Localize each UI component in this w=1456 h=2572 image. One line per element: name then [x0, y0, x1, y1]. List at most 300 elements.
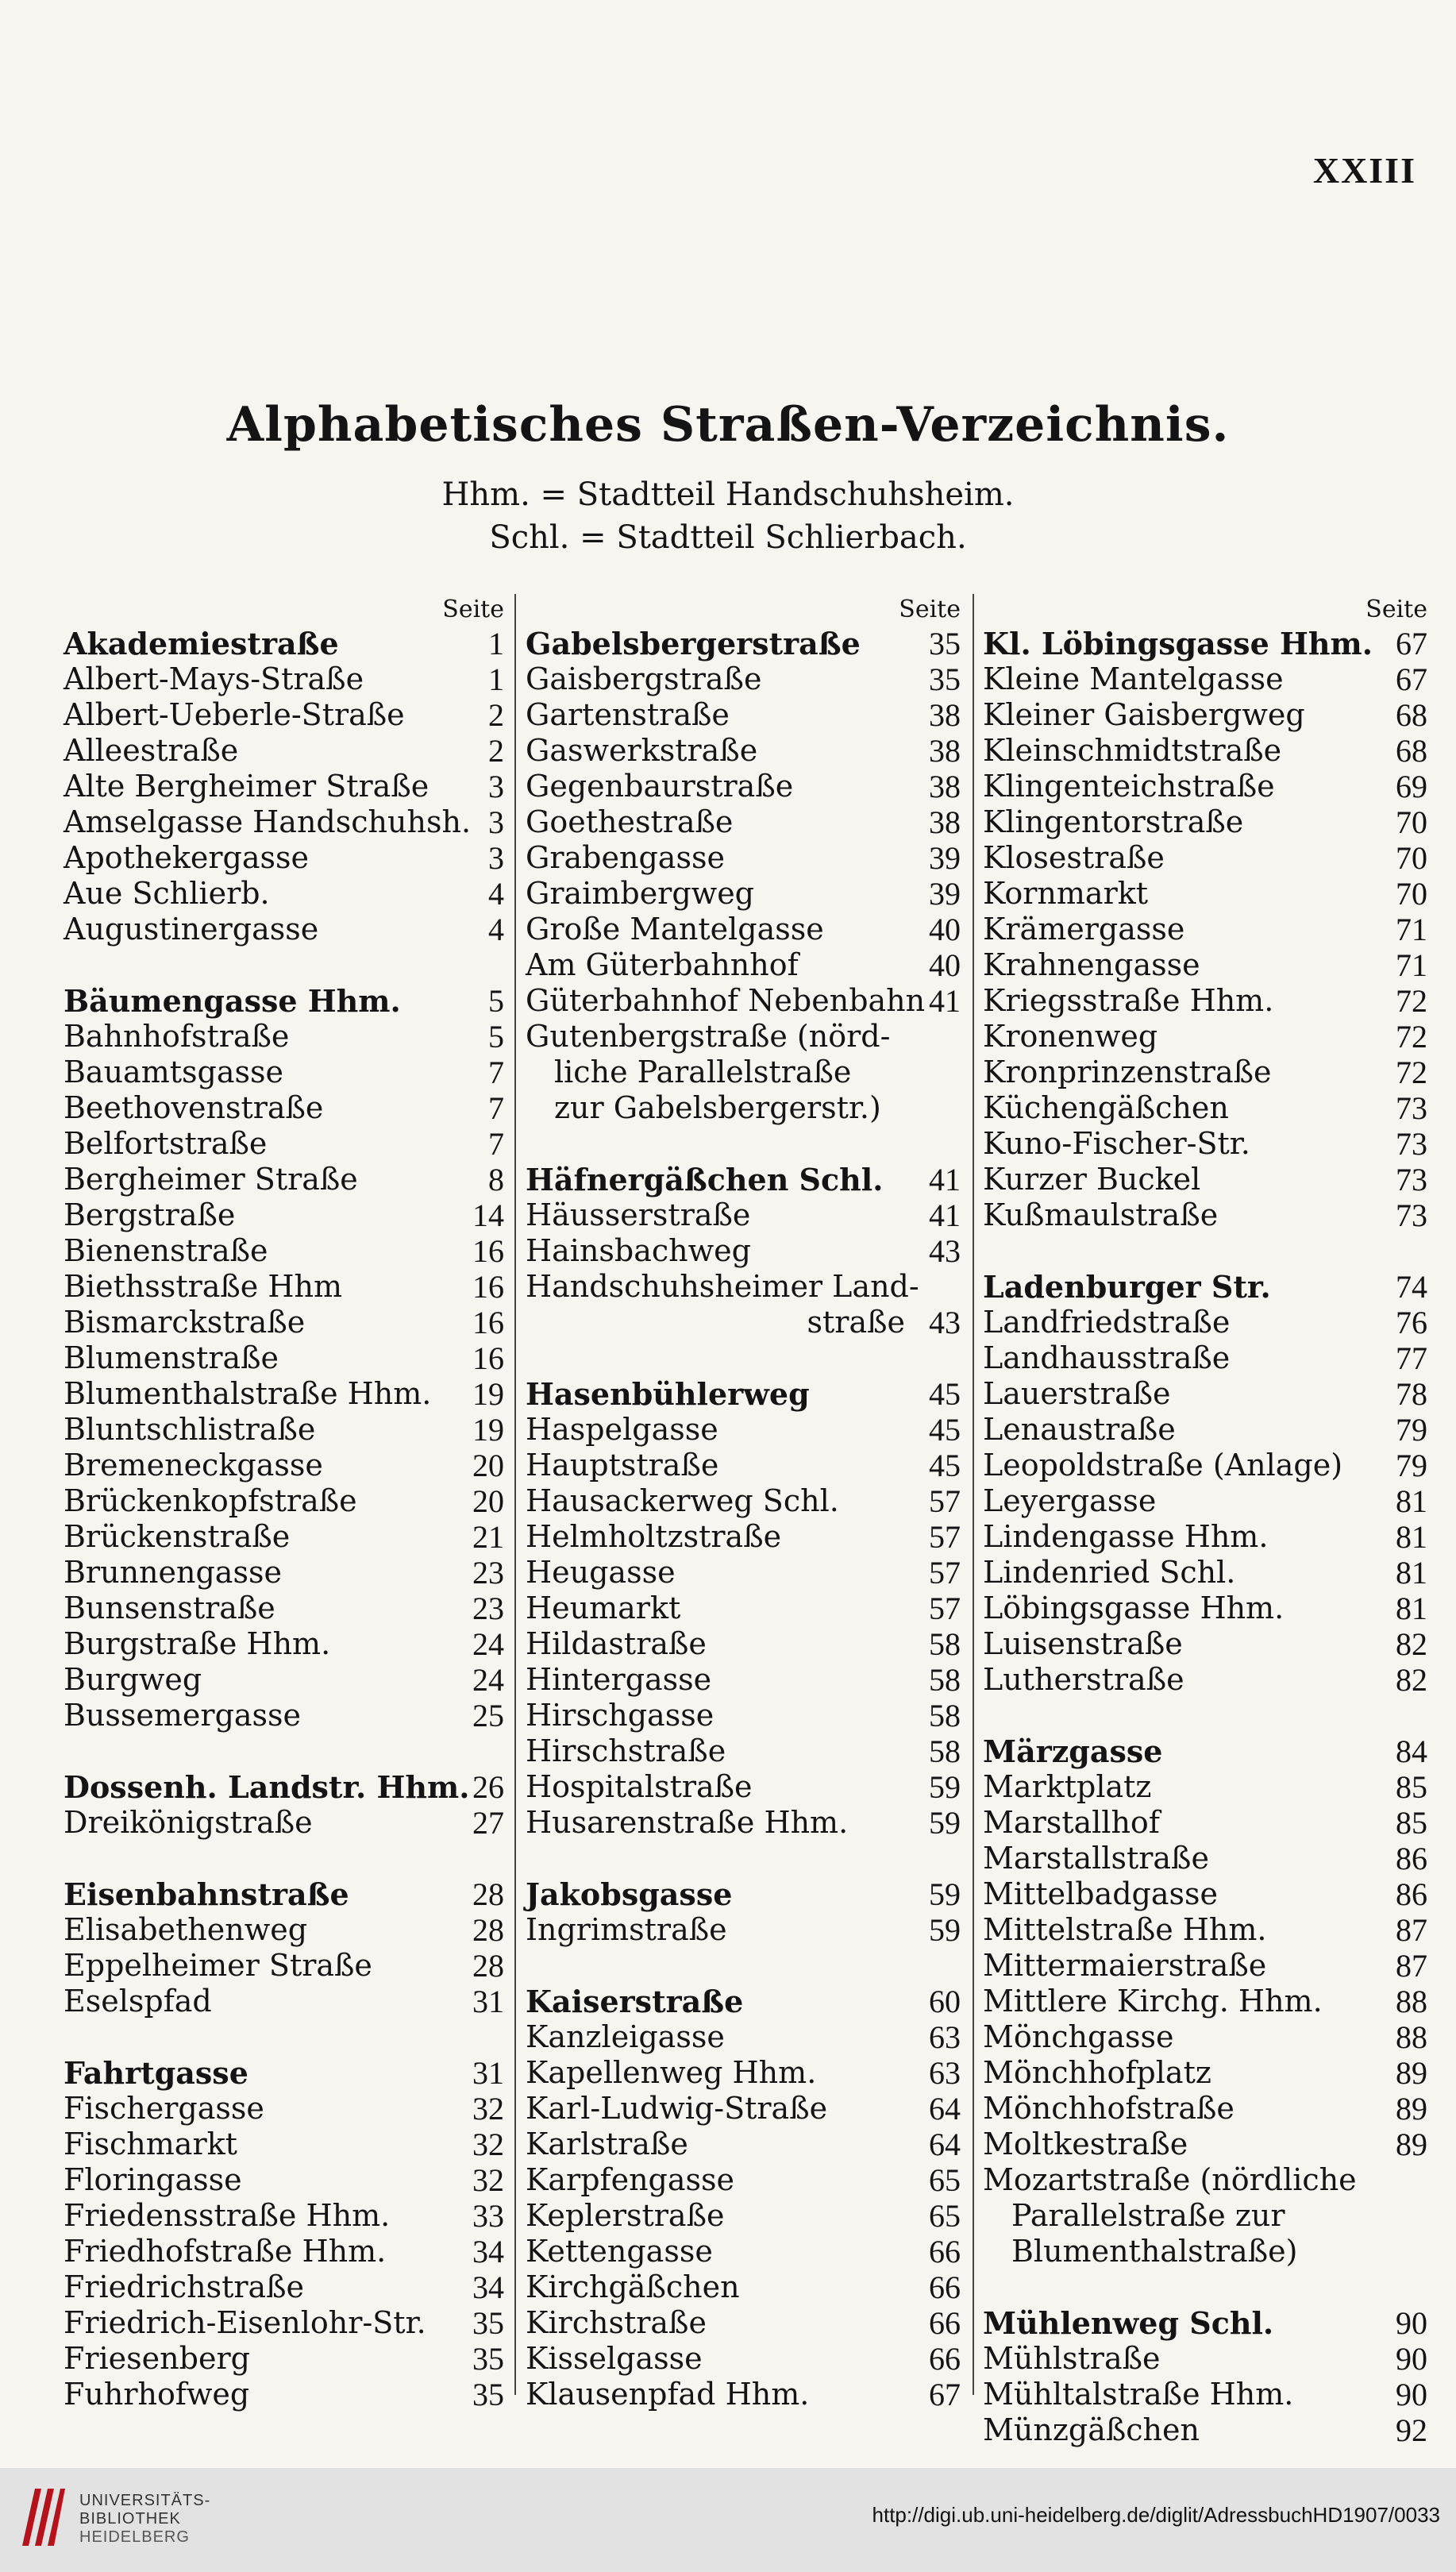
page-ref: 92 — [1396, 2412, 1427, 2448]
street-name: Klingentorstraße — [983, 804, 1244, 839]
page-ref: 38 — [929, 769, 961, 804]
page-ref: 73 — [1396, 1162, 1427, 1197]
street-entry — [64, 2091, 504, 2127]
page-ref: 67 — [1396, 626, 1427, 661]
street-entry — [983, 1340, 1427, 1376]
street-name: Belfortstraße — [64, 1126, 268, 1161]
seite-header: Seite — [899, 596, 961, 623]
page-ref: 87 — [1396, 1948, 1427, 1984]
street-name: Grabengasse — [526, 840, 725, 875]
street-entry — [526, 1733, 961, 1769]
library-name-line: BIBLIOTHEK — [79, 2510, 181, 2528]
street-entry — [983, 661, 1427, 697]
page-ref: 20 — [472, 1448, 504, 1483]
street-name: Leyergasse — [983, 1483, 1157, 1518]
page-ref: 5 — [488, 1019, 504, 1055]
page-ref: 66 — [929, 2269, 961, 2305]
street-name: Hainsbachweg — [526, 1233, 751, 1268]
page-ref: 14 — [472, 1197, 504, 1233]
street-entry — [64, 1340, 504, 1376]
street-name: Kaiserstraße — [526, 1984, 744, 2019]
street-entry — [526, 804, 961, 840]
page-title: Alphabetisches Straßen-Verzeichnis. — [226, 397, 1230, 453]
page-ref: 71 — [1396, 912, 1427, 947]
street-entry-continuation: zur Gabelsbergerstr.) — [554, 1090, 881, 1125]
street-entry — [526, 2091, 961, 2127]
page-ref: 65 — [929, 2198, 961, 2234]
page-ref: 24 — [472, 1662, 504, 1698]
street-name: Mühlenweg Schl. — [983, 2305, 1274, 2341]
street-name: Bauamtsgasse — [64, 1055, 283, 1089]
street-entry — [526, 1233, 961, 1269]
street-name: Mühlstraße — [983, 2341, 1161, 2376]
street-name: Friedrichstraße — [64, 2269, 305, 2304]
page-ref: 39 — [929, 876, 961, 912]
street-name: Beethovenstraße — [64, 1090, 324, 1125]
street-entry — [983, 1841, 1427, 1876]
street-name: Marstallhof — [983, 1805, 1160, 1840]
page-ref: 33 — [472, 2198, 504, 2234]
group-spacer — [64, 1733, 504, 1769]
street-name: Fischergasse — [64, 2091, 264, 2126]
street-name: Kisselgasse — [526, 2341, 703, 2376]
street-entry — [983, 1984, 1427, 2019]
page-ref: 32 — [472, 2091, 504, 2127]
page-ref: 19 — [472, 1376, 504, 1412]
street-name: Bremeneckgasse — [64, 1448, 323, 1483]
page-ref: 89 — [1396, 2091, 1427, 2127]
street-entry — [64, 2234, 504, 2269]
page-ref: 16 — [472, 1340, 504, 1376]
page-ref: 63 — [929, 2055, 961, 2091]
street-name: Bluntschlistraße — [64, 1412, 316, 1447]
street-entry — [526, 1269, 961, 1305]
street-name: Eppelheimer Straße — [64, 1948, 372, 1983]
street-entry — [983, 1948, 1427, 1984]
street-entry — [526, 1626, 961, 1662]
page-ref: 40 — [929, 947, 961, 983]
street-entry — [983, 1376, 1427, 1412]
street-name: Hirschstraße — [526, 1733, 726, 1768]
street-name: Fahrtgasse — [64, 2055, 248, 2091]
page-ref: 7 — [488, 1055, 504, 1090]
street-name: Apothekergasse — [64, 840, 310, 875]
street-entry — [64, 2269, 504, 2305]
page-ref: 25 — [472, 1698, 504, 1733]
page-ref: 70 — [1396, 876, 1427, 912]
street-entry — [983, 1555, 1427, 1591]
street-entry — [64, 1876, 504, 1912]
page-ref: 73 — [1396, 1126, 1427, 1162]
page-ref: 32 — [472, 2162, 504, 2198]
page-ref: 45 — [929, 1448, 961, 1483]
page-ref: 59 — [929, 1805, 961, 1841]
street-entry — [64, 1019, 504, 1055]
page-ref: 43 — [929, 1305, 961, 1340]
street-name: Kanzleigasse — [526, 2019, 725, 2054]
street-name: Bergstraße — [64, 1197, 236, 1232]
street-entry — [526, 1162, 961, 1197]
street-name: Kriegsstraße Hhm. — [983, 983, 1274, 1018]
page-ref: 66 — [929, 2234, 961, 2269]
street-entry — [983, 1055, 1427, 1090]
page-ref: 58 — [929, 1626, 961, 1662]
street-name: Burgstraße Hhm. — [64, 1626, 331, 1661]
street-entry — [64, 1912, 504, 1948]
street-entry — [64, 1591, 504, 1626]
street-name: Fischmarkt — [64, 2127, 237, 2161]
street-entry — [983, 804, 1427, 840]
street-entry — [983, 2127, 1427, 2162]
street-entry — [526, 2055, 961, 2091]
page-ref: 82 — [1396, 1626, 1427, 1662]
street-entry — [526, 1984, 961, 2019]
street-entry — [64, 2377, 504, 2412]
page-ref: 81 — [1396, 1483, 1427, 1519]
street-entry — [526, 840, 961, 876]
page-ref: 81 — [1396, 1591, 1427, 1626]
page-ref: 88 — [1396, 2019, 1427, 2055]
street-name: Krahnengasse — [983, 947, 1200, 982]
street-entry — [64, 2055, 504, 2091]
page-ref: 78 — [1396, 1376, 1427, 1412]
street-entry — [64, 1483, 504, 1519]
street-name: Hasenbühlerweg — [526, 1376, 810, 1412]
library-footer — [0, 2468, 1456, 2572]
page-ref: 3 — [488, 769, 504, 804]
street-name: Alleestraße — [64, 733, 239, 768]
street-name: Bergheimer Straße — [64, 1162, 358, 1197]
page-ref: 38 — [929, 733, 961, 769]
street-entry — [64, 2127, 504, 2162]
street-entry — [526, 2019, 961, 2055]
page-ref: 72 — [1396, 1055, 1427, 1090]
page-ref: 28 — [472, 1948, 504, 1984]
street-entry — [64, 1769, 504, 1805]
street-entry — [526, 626, 961, 661]
page-ref: 57 — [929, 1519, 961, 1555]
street-name: Klosestraße — [983, 840, 1165, 875]
street-entry — [64, 1269, 504, 1305]
page-ref: 86 — [1396, 1841, 1427, 1876]
page-ref: 59 — [929, 1769, 961, 1805]
street-entry — [64, 1412, 504, 1448]
page-ref: 38 — [929, 804, 961, 840]
street-entry — [526, 1019, 961, 1055]
street-entry — [64, 2162, 504, 2198]
seite-header: Seite — [442, 596, 504, 623]
street-entry — [526, 947, 961, 983]
street-entry — [983, 2055, 1427, 2091]
abbreviation-schl: Schl. = Stadtteil Schlierbach. — [489, 519, 967, 556]
street-name: Münzgäßchen — [983, 2412, 1200, 2447]
street-name: Hintergasse — [526, 1662, 712, 1697]
street-name: Elisabethenweg — [64, 1912, 308, 1947]
page-ref: 21 — [472, 1519, 504, 1555]
street-name: Mittelbadgasse — [983, 1876, 1219, 1911]
street-entry — [64, 1126, 504, 1162]
street-name: Hospitalstraße — [526, 1769, 753, 1804]
library-name-line: HEIDELBERG — [79, 2528, 190, 2546]
street-name: Mittelstraße Hhm. — [983, 1912, 1267, 1947]
page-ref: 16 — [472, 1233, 504, 1269]
page-ref: 34 — [472, 2234, 504, 2269]
index-column-2 — [526, 594, 961, 2412]
street-name: Alte Bergheimer Straße — [64, 769, 429, 804]
street-name: Ingrimstraße — [526, 1912, 727, 1947]
street-entry — [64, 1805, 504, 1841]
street-entry — [983, 983, 1427, 1019]
group-spacer — [64, 2019, 504, 2055]
page-ref: 7 — [488, 1126, 504, 1162]
street-name: Blumenstraße — [64, 1340, 279, 1375]
street-name: Ladenburger Str. — [983, 1269, 1271, 1305]
page-ref: 5 — [488, 983, 504, 1019]
street-entry — [526, 983, 961, 1019]
page-ref: 85 — [1396, 1769, 1427, 1805]
street-entry — [64, 733, 504, 769]
library-name-line: UNIVERSITÄTS- — [79, 2492, 211, 2509]
street-entry — [64, 626, 504, 661]
street-name: Kurzer Buckel — [983, 1162, 1201, 1197]
page-ref: 45 — [929, 1376, 961, 1412]
page-ref: 31 — [472, 1984, 504, 2019]
page-ref: 77 — [1396, 1340, 1427, 1376]
page-number: XXIII — [1312, 150, 1416, 191]
page-ref: 4 — [488, 912, 504, 947]
street-entry — [64, 840, 504, 876]
page-ref: 79 — [1396, 1448, 1427, 1483]
street-name: Mönchhofstraße — [983, 2091, 1235, 2126]
street-entry — [526, 1555, 961, 1591]
street-name: Bussemergasse — [64, 1698, 302, 1733]
street-name: Jakobsgasse — [526, 1876, 733, 1912]
street-entry — [526, 1698, 961, 1733]
street-name: Albert-Mays-Straße — [64, 661, 364, 696]
street-name: Kuno-Fischer-Str. — [983, 1126, 1250, 1161]
street-name: Hausackerweg Schl. — [526, 1483, 839, 1518]
street-entry — [526, 1912, 961, 1948]
street-name: Kettengasse — [526, 2234, 713, 2269]
street-entry — [64, 2341, 504, 2377]
street-name: Friedrich-Eisenlohr-Str. — [64, 2305, 426, 2340]
page-ref: 39 — [929, 840, 961, 876]
street-entry — [64, 1555, 504, 1591]
street-name: Lutherstraße — [983, 1662, 1184, 1697]
street-name: Lindenried Schl. — [983, 1555, 1236, 1590]
page-ref: 3 — [488, 804, 504, 840]
street-entry — [983, 1448, 1427, 1483]
street-entry — [983, 1733, 1427, 1769]
street-entry — [526, 1769, 961, 1805]
page-ref: 67 — [1396, 661, 1427, 697]
page-ref: 43 — [929, 1233, 961, 1269]
page-ref: 84 — [1396, 1733, 1427, 1769]
page-ref: 34 — [472, 2269, 504, 2305]
street-entry — [526, 697, 961, 733]
street-entry — [983, 2412, 1427, 2448]
page-ref: 38 — [929, 697, 961, 733]
street-entry — [983, 2162, 1427, 2198]
group-spacer — [64, 947, 504, 983]
street-entry — [526, 1591, 961, 1626]
street-name: Kronprinzenstraße — [983, 1055, 1272, 1089]
street-name: Marktplatz — [983, 1769, 1152, 1804]
street-entry — [526, 1805, 961, 1841]
street-name: Fuhrhofweg — [64, 2377, 250, 2412]
street-entry — [64, 2198, 504, 2234]
street-name: Märzgasse — [983, 1733, 1163, 1769]
street-entry-continuation: liche Parallelstraße — [554, 1055, 852, 1089]
street-name: Kirchstraße — [526, 2305, 707, 2340]
street-name: Haspelgasse — [526, 1412, 718, 1447]
street-entry — [64, 1698, 504, 1733]
street-name: Gabelsbergerstraße — [526, 626, 861, 661]
street-entry — [526, 1662, 961, 1698]
page-ref: 41 — [929, 1162, 961, 1197]
street-entry-continuation: Parallelstraße zur — [1011, 2198, 1285, 2233]
street-name: Floringasse — [64, 2162, 242, 2197]
street-entry — [983, 1162, 1427, 1197]
column-divider — [973, 594, 974, 2395]
page-ref: 16 — [472, 1269, 504, 1305]
street-name: Eisenbahnstraße — [64, 1876, 349, 1912]
street-entry-continuation — [526, 1305, 961, 1340]
street-entry — [526, 1483, 961, 1519]
street-entry — [526, 1412, 961, 1448]
street-name: Mozartstraße (nördliche — [983, 2162, 1357, 2197]
page-ref: 45 — [929, 1412, 961, 1448]
page-ref: 19 — [472, 1412, 504, 1448]
page-ref: 90 — [1396, 2341, 1427, 2377]
page-ref: 8 — [488, 1162, 504, 1197]
street-entry — [526, 733, 961, 769]
street-name: Karpfengasse — [526, 2162, 735, 2197]
page-ref: 35 — [472, 2305, 504, 2341]
street-entry — [983, 1591, 1427, 1626]
group-spacer — [64, 1841, 504, 1876]
street-entry — [64, 1197, 504, 1233]
page-ref: 24 — [472, 1626, 504, 1662]
street-name: Friedensstraße Hhm. — [64, 2198, 391, 2233]
page-ref: 41 — [929, 983, 961, 1019]
page-ref: 79 — [1396, 1412, 1427, 1448]
street-name: Kronenweg — [983, 1019, 1158, 1054]
page-ref: 66 — [929, 2341, 961, 2377]
street-entry — [64, 1519, 504, 1555]
street-entry — [983, 733, 1427, 769]
street-entry — [983, 2377, 1427, 2412]
street-name: Küchengäßchen — [983, 1090, 1229, 1125]
street-name: Akademiestraße — [64, 626, 339, 661]
page-ref: 70 — [1396, 840, 1427, 876]
street-entry — [983, 840, 1427, 876]
street-entry — [983, 912, 1427, 947]
street-entry — [526, 2377, 961, 2412]
group-spacer — [526, 1841, 961, 1876]
page-ref: 1 — [488, 661, 504, 697]
street-name: Kleiner Gaisbergweg — [983, 697, 1305, 732]
page-ref: 3 — [488, 840, 504, 876]
page-ref: 60 — [929, 1984, 961, 2019]
page-ref: 76 — [1396, 1305, 1427, 1340]
page-ref: 59 — [929, 1912, 961, 1948]
page-ref: 58 — [929, 1733, 961, 1769]
street-name: Kleinschmidtstraße — [983, 733, 1282, 768]
page-ref: 7 — [488, 1090, 504, 1126]
page-ref: 72 — [1396, 983, 1427, 1019]
page-ref: 35 — [929, 626, 961, 661]
street-entry — [983, 1626, 1427, 1662]
street-name: Mühltalstraße Hhm. — [983, 2377, 1294, 2412]
page-ref: 41 — [929, 1197, 961, 1233]
street-entry — [983, 1197, 1427, 1233]
page-ref: 57 — [929, 1555, 961, 1591]
street-entry — [983, 1769, 1427, 1805]
street-name: Karl-Ludwig-Straße — [526, 2091, 828, 2126]
street-name: Handschuhsheimer Land- — [526, 1269, 919, 1304]
street-entry — [526, 2269, 961, 2305]
street-name: Marstallstraße — [983, 1841, 1209, 1876]
street-name: Güterbahnhof Nebenbahn — [526, 983, 926, 1018]
page-ref: 57 — [929, 1483, 961, 1519]
page-ref: 35 — [472, 2377, 504, 2412]
street-entry — [983, 1912, 1427, 1948]
street-name: Gutenbergstraße (nörd- — [526, 1019, 891, 1054]
street-entry — [983, 1305, 1427, 1340]
street-entry — [64, 1662, 504, 1698]
street-name: Keplerstraße — [526, 2198, 725, 2233]
street-name: Häfnergäßchen Schl. — [526, 1162, 884, 1197]
street-entry — [526, 769, 961, 804]
street-entry — [983, 626, 1427, 661]
page-ref: 66 — [929, 2305, 961, 2341]
street-name: Mittlere Kirchg. Hhm. — [983, 1984, 1323, 2019]
page-ref: 85 — [1396, 1805, 1427, 1841]
street-entry — [983, 2305, 1427, 2341]
street-entry — [983, 947, 1427, 983]
street-entry — [526, 876, 961, 912]
street-entry — [526, 2341, 961, 2377]
street-name: Kußmaulstraße — [983, 1197, 1219, 1232]
street-name: Bienenstraße — [64, 1233, 268, 1268]
street-entry — [526, 661, 961, 697]
group-spacer — [526, 1948, 961, 1984]
street-entry — [526, 1519, 961, 1555]
page-ref: 23 — [472, 1591, 504, 1626]
page-ref: 26 — [472, 1769, 504, 1805]
source-url-link[interactable]: http://digi.ub.uni-heidelberg.de/diglit/AdressbuchHD1907/0033 — [872, 2503, 1440, 2527]
page-ref: 64 — [929, 2127, 961, 2162]
street-entry — [526, 2198, 961, 2234]
street-name: Gegenbaurstraße — [526, 769, 794, 804]
page-ref: 82 — [1396, 1662, 1427, 1698]
street-name: Mittermaierstraße — [983, 1948, 1267, 1983]
page-ref: 40 — [929, 912, 961, 947]
page-ref: 58 — [929, 1662, 961, 1698]
street-name: Große Mantelgasse — [526, 912, 824, 947]
page-ref: 4 — [488, 876, 504, 912]
group-spacer — [983, 2269, 1427, 2305]
street-entry — [64, 1055, 504, 1090]
page-ref: 74 — [1396, 1269, 1427, 1305]
street-name: Leopoldstraße (Anlage) — [983, 1448, 1343, 1483]
street-entry — [64, 912, 504, 947]
street-entry — [983, 2341, 1427, 2377]
library-name — [79, 2492, 210, 2547]
abbreviation-hhm: Hhm. = Stadtteil Handschuhsheim. — [441, 476, 1015, 513]
page-ref: 70 — [1396, 804, 1427, 840]
